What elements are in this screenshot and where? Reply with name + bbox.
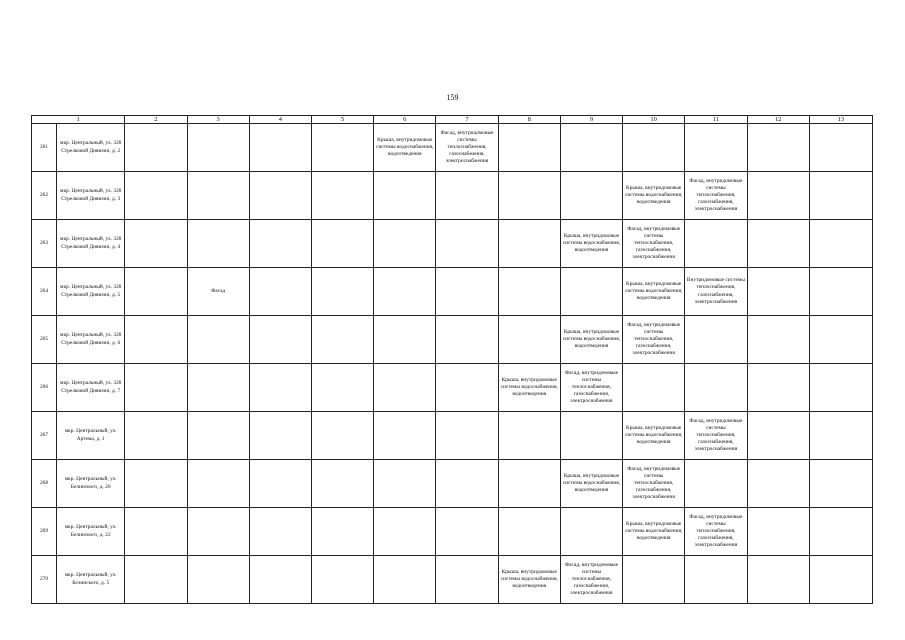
building-address: мкр. Центральный, ул. Белинского, д. 5: [57, 556, 125, 604]
work-cell: [436, 172, 498, 220]
table-row: [32, 124, 873, 172]
work-cell: [187, 316, 249, 364]
work-cell: [809, 220, 872, 268]
work-cell: [249, 508, 311, 556]
work-cell: [623, 556, 685, 604]
work-cell: [187, 508, 249, 556]
work-cell: [249, 412, 311, 460]
work-cell: [311, 556, 373, 604]
column-header: 7: [436, 116, 498, 124]
work-cell: [311, 460, 373, 508]
work-cell: [436, 268, 498, 316]
work-cell: [374, 268, 436, 316]
work-cell: [125, 508, 187, 556]
work-cell: Крыша, внутридомовые системы водоснабжения, водоотведения: [498, 364, 560, 412]
column-header: 4: [249, 116, 311, 124]
work-cell: [249, 172, 311, 220]
work-cell: [809, 316, 872, 364]
work-cell: [249, 316, 311, 364]
table-row: [32, 412, 873, 460]
work-cell: [747, 508, 809, 556]
work-cell: [685, 316, 747, 364]
table-row: [32, 556, 873, 604]
work-cell: [809, 172, 872, 220]
building-address: мкр. Центральный, ул. 328 Стрелковой Дивизии, д. 7: [57, 364, 125, 412]
work-cell: [311, 508, 373, 556]
work-cell: Крыша, внутридомовые системы водоснабжения, водоотведения: [374, 124, 436, 172]
work-cell: Фасад, внутридомовые системы теплоснабжения, газоснабжения, электроснабжения: [436, 124, 498, 172]
work-cell: Крыша, внутридомовые системы водоснабжения, водоотведения: [623, 268, 685, 316]
column-header: 6: [374, 116, 436, 124]
building-address: мкр. Центральный, ул. 328 Стрелковой Дивизии, д. 4: [57, 220, 125, 268]
work-cell: [374, 556, 436, 604]
row-number: 264: [32, 268, 57, 316]
work-cell: [125, 364, 187, 412]
work-cell: [685, 220, 747, 268]
work-cell: [747, 172, 809, 220]
work-cell: [187, 556, 249, 604]
column-header: 5: [311, 116, 373, 124]
work-cell: [747, 268, 809, 316]
work-cell: [498, 124, 560, 172]
column-header: 3: [187, 116, 249, 124]
column-header: 8: [498, 116, 560, 124]
work-cell: [747, 124, 809, 172]
work-cell: [249, 364, 311, 412]
work-cell: [809, 460, 872, 508]
work-cell: [374, 220, 436, 268]
work-cell: [685, 364, 747, 412]
building-address: мкр. Центральный, ул. 328 Стрелковой Дивизии, д. 2: [57, 124, 125, 172]
work-cell: [809, 364, 872, 412]
page-number: 159: [446, 93, 459, 102]
building-address: мкр. Центральный, ул. 328 Стрелковой Дивизии, д. 6: [57, 316, 125, 364]
work-cell: [311, 364, 373, 412]
work-cell: [374, 412, 436, 460]
building-address: мкр. Центральный, ул. 328 Стрелковой Дивизии, д. 3: [57, 172, 125, 220]
row-number: 265: [32, 316, 57, 364]
table-row: [32, 316, 873, 364]
work-cell: [436, 508, 498, 556]
work-cell: Крыша, внутридомовые системы водоснабжения, водоотведения: [623, 508, 685, 556]
table-body: [32, 124, 873, 604]
work-cell: [436, 460, 498, 508]
building-address: мкр. Центральный, ул. Артема, д. 1: [57, 412, 125, 460]
work-cell: [311, 124, 373, 172]
work-cell: Фасад, внутридомовые системы теплоснабжения, газоснабжения, электроснабжения: [623, 460, 685, 508]
row-number: 268: [32, 460, 57, 508]
work-cell: [311, 172, 373, 220]
table-row: [32, 460, 873, 508]
table-row: [32, 268, 873, 316]
work-cell: Крыша, внутридомовые системы водоснабжения, водоотведения: [623, 412, 685, 460]
work-cell: [747, 316, 809, 364]
column-header: 2: [125, 116, 187, 124]
work-cell: [436, 220, 498, 268]
work-cell: [374, 508, 436, 556]
column-header: 12: [747, 116, 809, 124]
work-cell: [436, 316, 498, 364]
work-cell: [623, 124, 685, 172]
work-cell: [436, 364, 498, 412]
table-row: [32, 364, 873, 412]
work-cell: Крыша, внутридомовые системы водоснабжения, водоотведения: [560, 316, 622, 364]
work-cell: [560, 508, 622, 556]
work-cell: [249, 556, 311, 604]
work-cell: Фасад, внутридомовые системы теплоснабжения, газоснабжения, электроснабжения: [560, 556, 622, 604]
column-header-row: [32, 116, 873, 124]
table-row: [32, 172, 873, 220]
work-cell: [685, 556, 747, 604]
work-cell: [498, 460, 560, 508]
work-cell: [685, 460, 747, 508]
column-header: 9: [560, 116, 622, 124]
work-cell: [125, 412, 187, 460]
work-cell: [125, 316, 187, 364]
work-cell: [809, 412, 872, 460]
work-cell: Фасад: [187, 268, 249, 316]
row-number: 267: [32, 412, 57, 460]
work-cell: [125, 556, 187, 604]
work-cell: [374, 316, 436, 364]
capital-repair-table: [31, 115, 873, 604]
work-cell: [125, 268, 187, 316]
work-cell: [311, 316, 373, 364]
work-cell: [249, 268, 311, 316]
work-cell: [560, 412, 622, 460]
row-number: 266: [32, 364, 57, 412]
work-cell: Внутридомовые системы теплоснабжения, газоснабжения, электроснабжения: [685, 268, 747, 316]
work-cell: [747, 412, 809, 460]
work-cell: [436, 412, 498, 460]
work-cell: [498, 316, 560, 364]
row-number: 262: [32, 172, 57, 220]
work-cell: [125, 172, 187, 220]
work-cell: [685, 124, 747, 172]
row-number: 261: [32, 124, 57, 172]
work-cell: [560, 124, 622, 172]
work-cell: [311, 220, 373, 268]
work-cell: Крыша, внутридомовые системы водоснабжения, водоотведения: [623, 172, 685, 220]
work-cell: [125, 220, 187, 268]
work-cell: [809, 556, 872, 604]
column-header: 10: [623, 116, 685, 124]
row-number: 263: [32, 220, 57, 268]
work-cell: [498, 220, 560, 268]
work-cell: [498, 412, 560, 460]
work-cell: [498, 508, 560, 556]
work-cell: Крыша, внутридомовые системы водоснабжения, водоотведения: [560, 460, 622, 508]
building-address: мкр. Центральный, ул. Белинского, д. 20: [57, 460, 125, 508]
row-number: 270: [32, 556, 57, 604]
work-cell: [809, 124, 872, 172]
column-header: 13: [809, 116, 872, 124]
work-cell: Фасад, внутридомовые системы теплоснабжения, газоснабжения, электроснабжения: [685, 172, 747, 220]
table-row: [32, 220, 873, 268]
work-cell: [374, 460, 436, 508]
work-cell: [560, 268, 622, 316]
work-cell: Крыша, внутридомовые системы водоснабжения, водоотведения: [560, 220, 622, 268]
work-cell: [374, 172, 436, 220]
building-address: мкр. Центральный, ул. 328 Стрелковой Дивизии, д. 5: [57, 268, 125, 316]
work-cell: Фасад, внутридомовые системы теплоснабжения, газоснабжения, электроснабжения: [623, 220, 685, 268]
building-address: мкр. Центральный, ул. Белинского, д. 22: [57, 508, 125, 556]
work-cell: [311, 268, 373, 316]
work-cell: Фасад, внутридомовые системы теплоснабжения, газоснабжения, электроснабжения: [685, 412, 747, 460]
work-cell: [187, 172, 249, 220]
work-cell: [436, 556, 498, 604]
work-cell: [747, 556, 809, 604]
work-cell: [560, 172, 622, 220]
work-cell: [498, 172, 560, 220]
work-cell: [311, 412, 373, 460]
work-cell: [187, 460, 249, 508]
work-cell: [125, 460, 187, 508]
work-cell: [187, 412, 249, 460]
work-cell: [498, 268, 560, 316]
work-cell: Фасад, внутридомовые системы теплоснабжения, газоснабжения, электроснабжения: [623, 316, 685, 364]
column-header: 1: [32, 116, 125, 124]
work-cell: Фасад, внутридомовые системы теплоснабжения, газоснабжения, электроснабжения: [685, 508, 747, 556]
table-row: [32, 508, 873, 556]
work-cell: [249, 220, 311, 268]
work-cell: [249, 124, 311, 172]
work-cell: [809, 268, 872, 316]
work-cell: [747, 364, 809, 412]
work-cell: [809, 508, 872, 556]
work-cell: [187, 220, 249, 268]
row-number: 269: [32, 508, 57, 556]
work-cell: [623, 364, 685, 412]
work-cell: [187, 364, 249, 412]
work-cell: [249, 460, 311, 508]
work-cell: [187, 124, 249, 172]
work-cell: [374, 364, 436, 412]
column-header: 11: [685, 116, 747, 124]
work-cell: Крыша, внутридомовые системы водоснабжения, водоотведения: [498, 556, 560, 604]
work-cell: [747, 460, 809, 508]
work-cell: Фасад, внутридомовые системы теплоснабжения, газоснабжения, электроснабжения: [560, 364, 622, 412]
work-cell: [125, 124, 187, 172]
work-cell: [747, 220, 809, 268]
